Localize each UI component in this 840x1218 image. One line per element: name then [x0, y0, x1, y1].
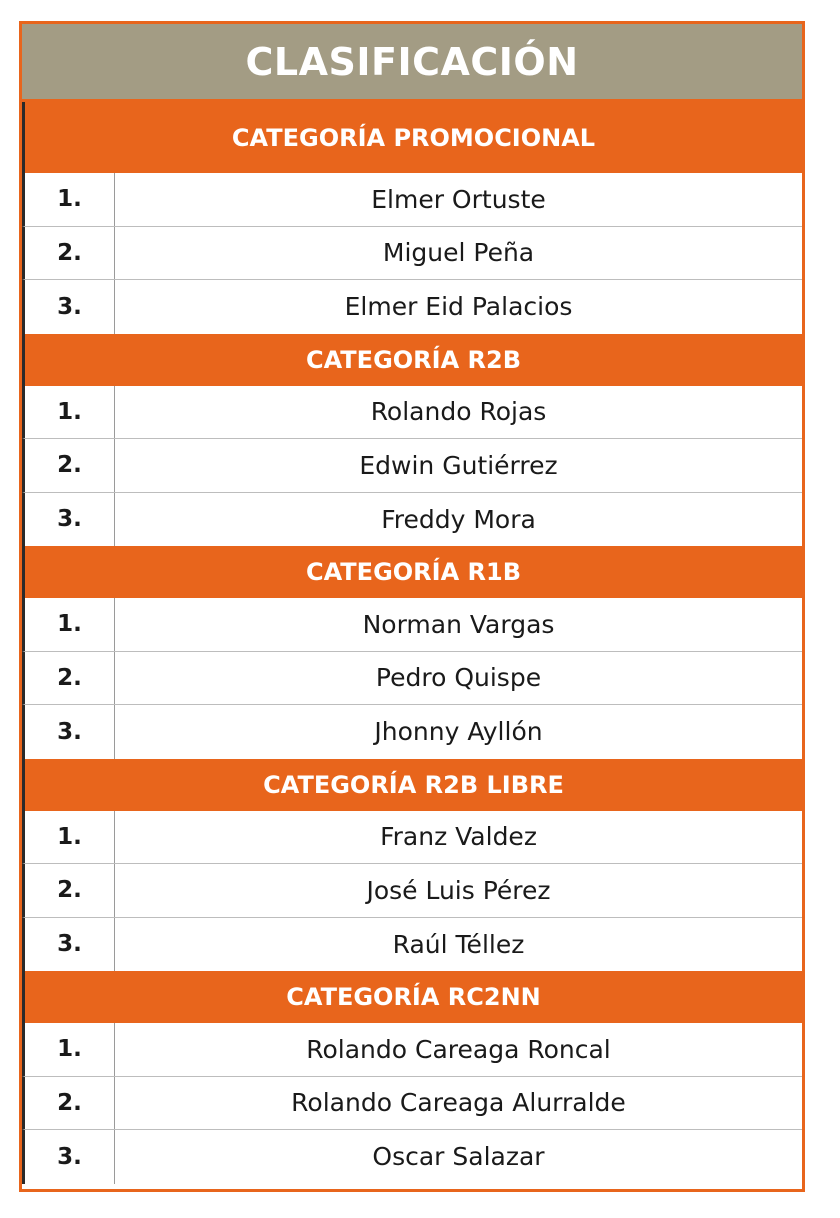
driver-name-cell: Franz Valdez: [380, 822, 537, 852]
position-cell: 3.: [25, 493, 115, 547]
driver-name-cell: Raúl Téllez: [392, 929, 525, 959]
table-row: [22, 1130, 802, 1184]
table-row: [22, 811, 802, 865]
position-cell: 1.: [25, 811, 115, 864]
table-row: [22, 1077, 802, 1131]
driver-name-cell: Rolando Rojas: [370, 397, 547, 427]
driver-name-cell: Freddy Mora: [381, 504, 536, 534]
driver-name-cell: José Luis Pérez: [366, 875, 551, 905]
position-cell: 2.: [25, 1077, 115, 1130]
driver-name-cell: Pedro Quispe: [375, 663, 542, 693]
position-cell: 3.: [25, 280, 115, 334]
table-row: [22, 386, 802, 440]
table-row: [22, 598, 802, 652]
table-row: [22, 493, 802, 547]
position-cell: 1.: [25, 386, 115, 439]
position-cell: 3.: [25, 918, 115, 972]
driver-name-cell: Elmer Eid Palacios: [344, 292, 573, 322]
category-header-promocional: CATEGORÍA PROMOCIONAL: [22, 102, 802, 173]
position-cell: 1.: [25, 598, 115, 651]
driver-name-cell: Rolando Careaga Roncal: [306, 1034, 611, 1064]
category-header-r2b: CATEGORÍA R2B: [22, 334, 802, 386]
driver-name-cell: Rolando Careaga Alurralde: [291, 1088, 626, 1118]
driver-name-cell: Jhonny Ayllón: [374, 717, 543, 747]
table-row: [22, 439, 802, 493]
position-cell: 1.: [25, 1023, 115, 1076]
table-row: [22, 918, 802, 972]
position-cell: 3.: [25, 1130, 115, 1184]
position-cell: 1.: [25, 173, 115, 226]
driver-name-cell: Oscar Salazar: [372, 1142, 545, 1172]
driver-name-cell: Edwin Gutiérrez: [359, 450, 558, 480]
table-row: [22, 173, 802, 227]
driver-name-cell: Miguel Peña: [382, 238, 535, 268]
table-row: [22, 705, 802, 759]
table-row: [22, 1023, 802, 1077]
position-cell: 2.: [25, 227, 115, 280]
category-header-r1b: CATEGORÍA R1B: [22, 546, 802, 598]
position-cell: 2.: [25, 652, 115, 705]
category-header-r2b-libre: CATEGORÍA R2B LIBRE: [22, 759, 802, 811]
driver-name-cell: Norman Vargas: [362, 609, 555, 639]
table-row: [22, 280, 802, 334]
table-title: CLASIFICACIÓN: [245, 39, 579, 84]
category-header-rc2nn: CATEGORÍA RC2NN: [22, 971, 802, 1023]
position-cell: 2.: [25, 439, 115, 492]
title-bar: [22, 24, 802, 102]
table-row: [22, 227, 802, 281]
table-row: [22, 864, 802, 918]
table-row: [22, 652, 802, 706]
position-cell: 2.: [25, 864, 115, 917]
position-cell: 3.: [25, 705, 115, 759]
classification-table: [19, 21, 805, 1192]
driver-name-cell: Elmer Ortuste: [371, 184, 546, 214]
